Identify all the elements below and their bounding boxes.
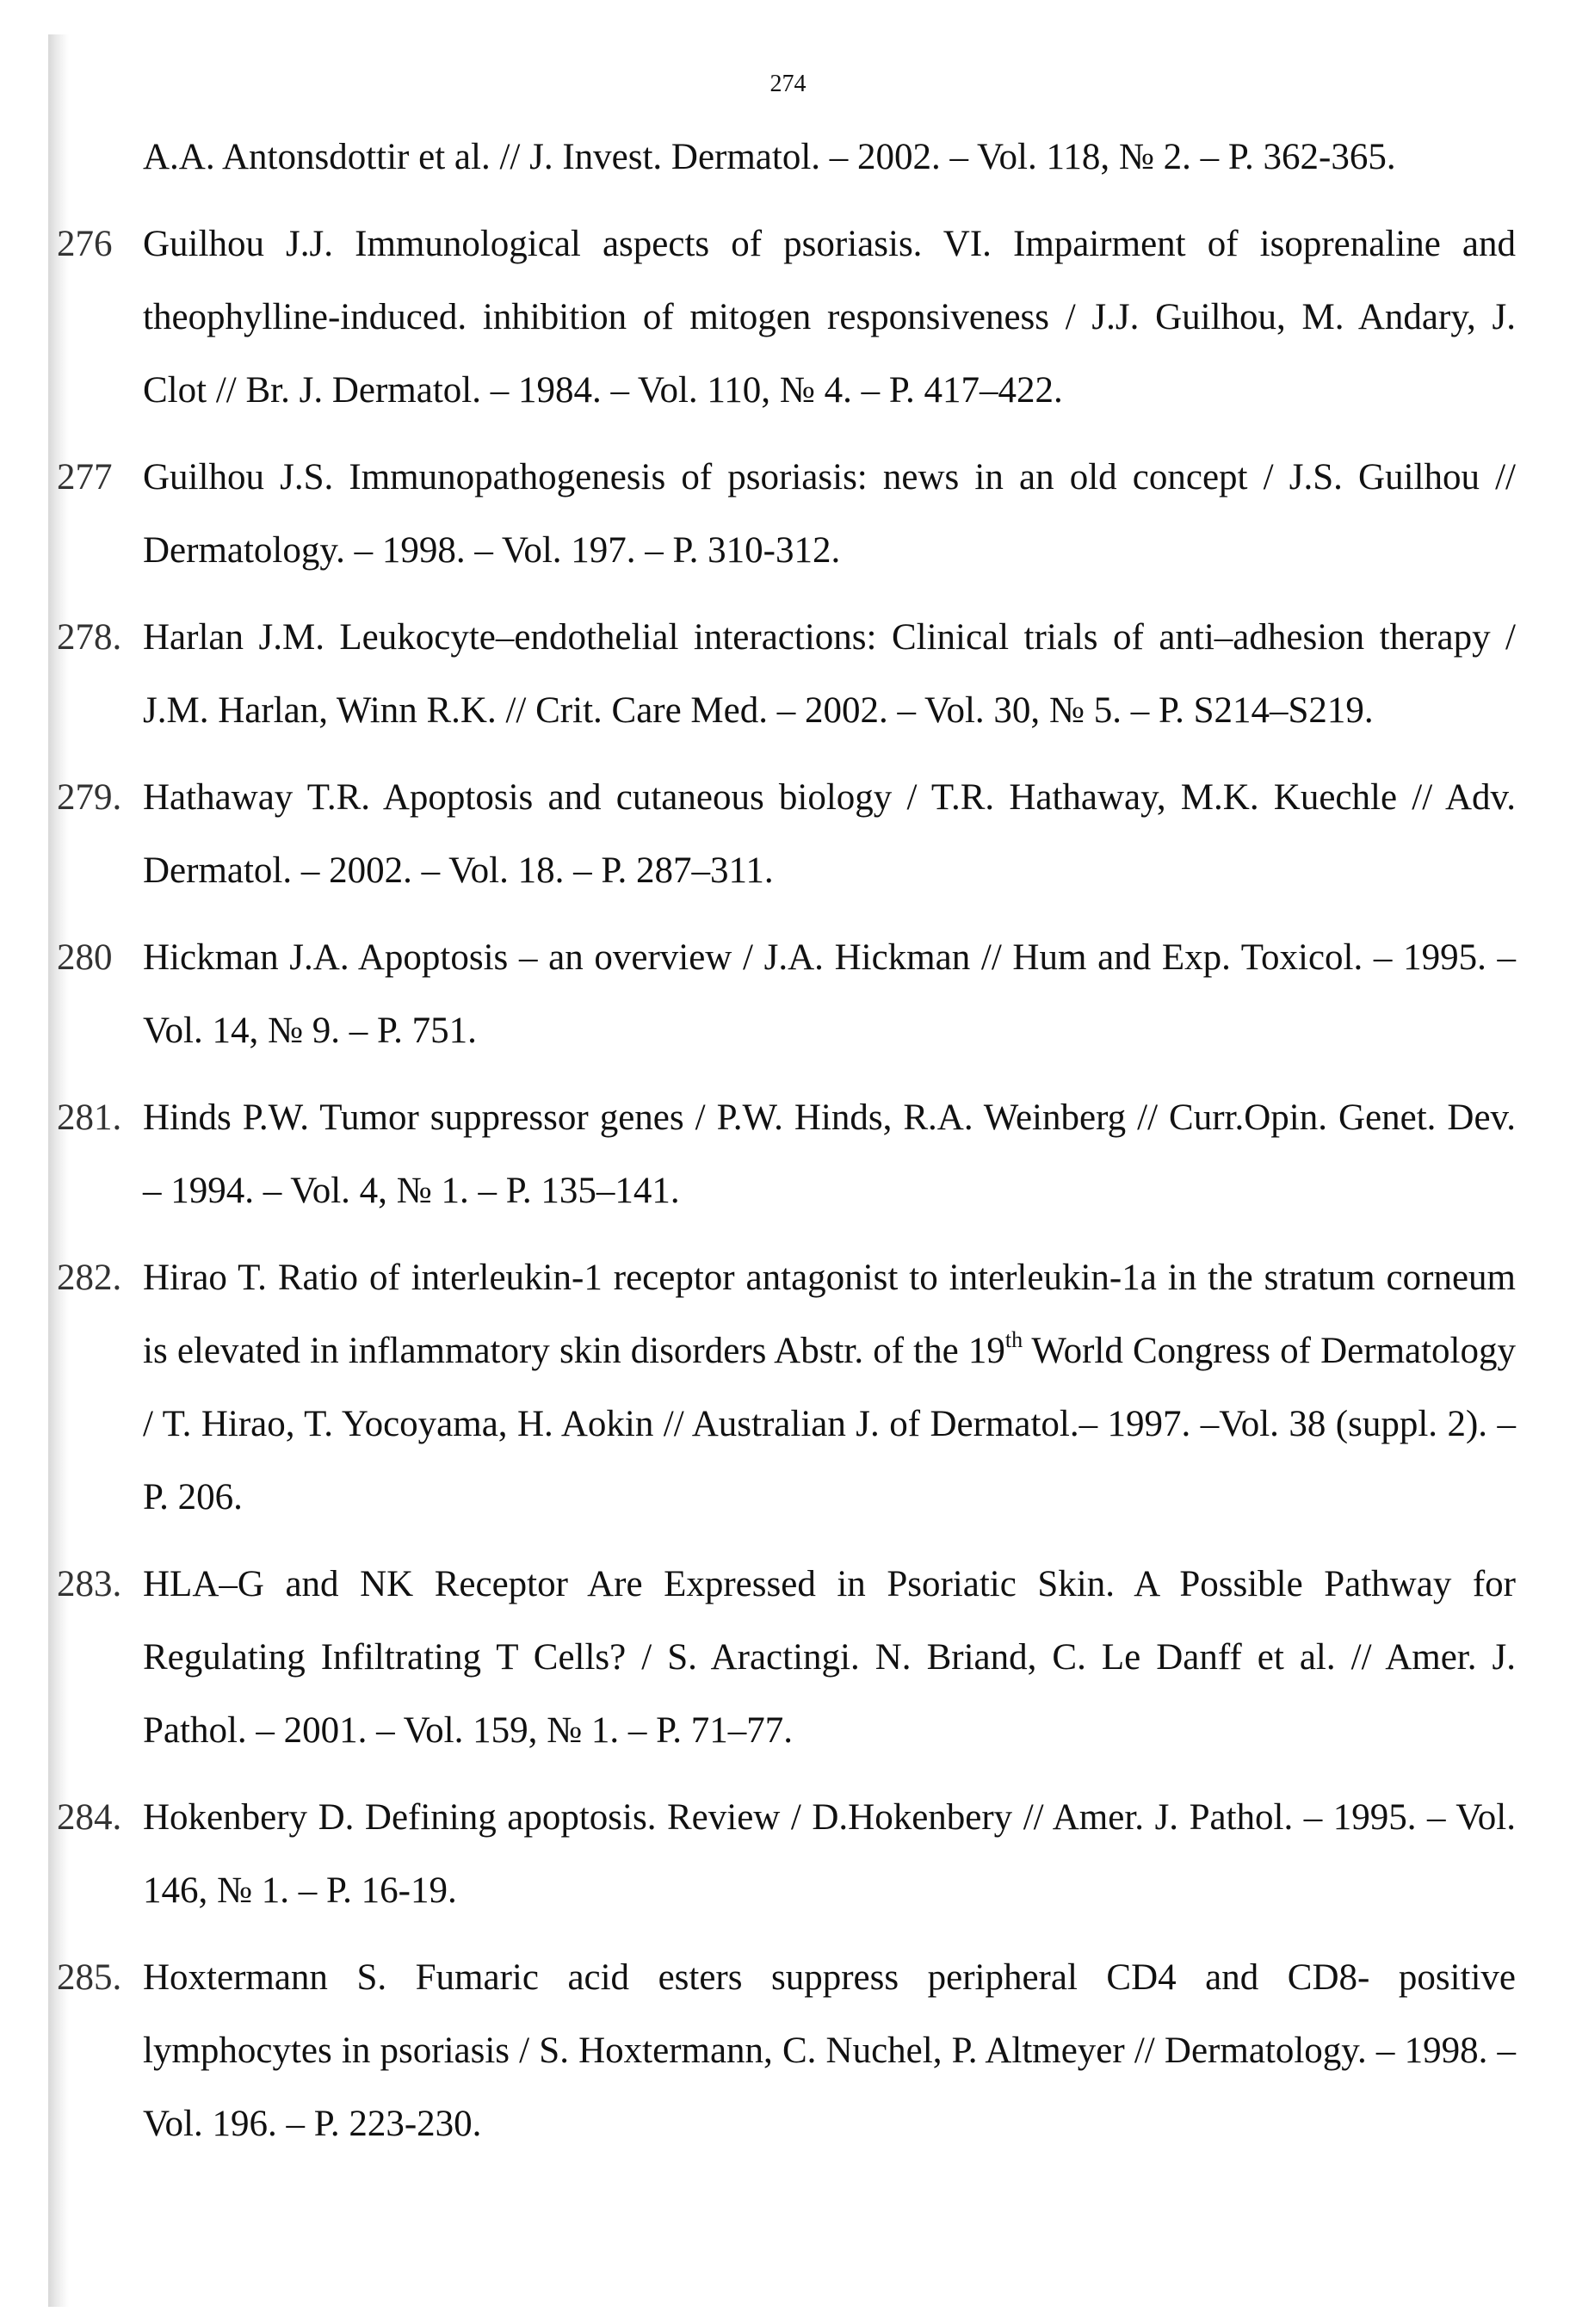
- reference-text: A.A. Antonsdottir et al. // J. Invest. Dermatol. – 2002. – Vol. 118, № 2. – P. 362-365.: [143, 137, 1396, 177]
- reference-number: 280: [57, 937, 113, 978]
- reference-number: 277: [57, 457, 113, 498]
- reference-text: [143, 1241, 1516, 1534]
- reference-number: 283.: [57, 1564, 122, 1604]
- reference-item: [57, 1241, 1516, 1534]
- reference-item: [57, 1548, 1516, 1767]
- reference-number: 285.: [57, 1957, 122, 1998]
- reference-number: 279.: [57, 777, 122, 818]
- reference-text-part: World Congress of Dermatology / T. Hirao, T. Yocoyama, H. Aokin // Australian J. of Dermatol.– 1997. –Vol. 38 (suppl. 2). – P. 206.: [143, 1331, 1516, 1517]
- reference-text: Hoxtermann S. Fumaric acid esters suppress peripheral CD4 and CD8- positive lymphocytes in psoriasis / S. Hoxtermann, C. Nuchel, P. Altmeyer // Dermatology. – 1998. – Vol. 196. – P. 223-230.: [143, 1957, 1516, 2144]
- reference-text: Hathaway T.R. Apoptosis and cutaneous biology / T.R. Hathaway, M.K. Kuechle // Adv. Dermatol. – 2002. – Vol. 18. – P. 287–311.: [143, 777, 1516, 891]
- reference-item: [57, 921, 1516, 1067]
- reference-item: [57, 441, 1516, 587]
- reference-item: [57, 207, 1516, 427]
- reference-text: HLA–G and NK Receptor Are Expressed in Psoriatic Skin. A Possible Pathway for Regulating Infiltrating T Cells? / S. Aractingi. N. Briand, C. Le Danff et al. // Amer. J. Pathol. – 2001. – Vol. 159, № 1. – P. 71–77.: [143, 1564, 1516, 1751]
- reference-item: [57, 1081, 1516, 1227]
- reference-item: [57, 761, 1516, 907]
- reference-number: 281.: [57, 1097, 122, 1138]
- reference-number: 282.: [57, 1258, 122, 1298]
- reference-list: [57, 121, 1516, 2174]
- reference-number: 284.: [57, 1797, 122, 1838]
- reference-item: [57, 1781, 1516, 1927]
- reference-text: Harlan J.M. Leukocyte–endothelial interactions: Clinical trials of anti–adhesion therapy / J.M. Harlan, Winn R.K. // Crit. Care Med. – 2002. – Vol. 30, № 5. – P. S214–S219.: [143, 617, 1516, 731]
- reference-text: Hickman J.A. Apoptosis – an overview / J.A. Hickman // Hum and Exp. Toxicol. – 1995. – Vol. 14, № 9. – P. 751.: [143, 937, 1516, 1051]
- reference-text-part: Hirao T. Ratio of interleukin-1 receptor antagonist to interleukin-1a in the stratum corneum is elevated in inflammatory skin disorders Abstr. of the 19: [143, 1258, 1516, 1371]
- reference-text: Guilhou J.S. Immunopathogenesis of psoriasis: news in an old concept / J.S. Guilhou // Dermatology. – 1998. – Vol. 197. – P. 310-312.: [143, 457, 1516, 571]
- reference-item: [57, 601, 1516, 747]
- reference-text: Hokenbery D. Defining apoptosis. Review / D.Hokenbery // Amer. J. Pathol. – 1995. – Vol. 146, № 1. – P. 16-19.: [143, 1797, 1516, 1911]
- ordinal-superscript: th: [1004, 1327, 1023, 1352]
- reference-item: [57, 1941, 1516, 2160]
- reference-item: [57, 121, 1516, 194]
- reference-text: Hinds P.W. Tumor suppressor genes / P.W. Hinds, R.A. Weinberg // Curr.Opin. Genet. Dev. – 1994. – Vol. 4, № 1. – P. 135–141.: [143, 1097, 1516, 1211]
- reference-text: Guilhou J.J. Immunological aspects of psoriasis. VI. Impairment of isoprenaline and theophylline-induced. inhibition of mitogen responsiveness / J.J. Guilhou, M. Andary, J. Clot // Br. J. Dermatol. – 1984. – Vol. 110, № 4. – P. 417–422.: [143, 224, 1516, 411]
- page-number: 274: [769, 71, 807, 97]
- reference-number: 278.: [57, 617, 122, 658]
- reference-number: 276: [57, 224, 113, 264]
